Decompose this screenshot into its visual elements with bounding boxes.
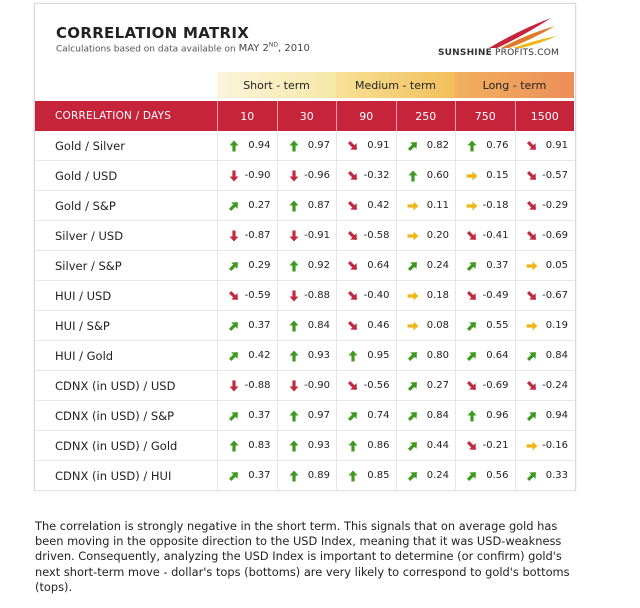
arrow-up-right-icon xyxy=(407,470,419,482)
correlation-cell xyxy=(396,371,456,400)
correlation-value: 0.05 xyxy=(545,260,568,271)
matrix-rows xyxy=(35,131,574,491)
arrow-up-right-icon xyxy=(228,320,240,332)
arrow-down-right-icon xyxy=(228,290,240,302)
header-day-90: 90 xyxy=(336,101,396,131)
correlation-cell xyxy=(277,401,337,430)
correlation-cell xyxy=(515,371,575,400)
arrow-down-right-icon xyxy=(347,260,359,272)
correlation-cell xyxy=(217,431,277,460)
matrix-title: CORRELATION MATRIX xyxy=(56,24,250,42)
correlation-value: 0.46 xyxy=(367,320,390,331)
correlation-cell xyxy=(277,311,337,340)
arrow-up-right-icon xyxy=(526,470,538,482)
correlation-value: 0.97 xyxy=(307,410,330,421)
correlation-cell xyxy=(217,281,277,310)
correlation-value: 0.37 xyxy=(248,320,271,331)
row-label: Gold / USD xyxy=(55,168,118,183)
correlation-value: -0.56 xyxy=(363,380,390,391)
header-day-10: 10 xyxy=(217,101,277,131)
correlation-cell xyxy=(336,401,396,430)
row-label: HUI / S&P xyxy=(55,318,110,333)
table-row xyxy=(35,461,574,491)
arrow-up-right-icon xyxy=(407,380,419,392)
correlation-value: -0.67 xyxy=(542,290,568,301)
arrow-up-right-icon xyxy=(466,260,478,272)
correlation-value: 0.37 xyxy=(248,410,271,421)
arrow-up-right-icon xyxy=(526,350,538,362)
arrow-up-icon xyxy=(347,350,359,362)
arrow-up-icon xyxy=(288,350,300,362)
correlation-value: -0.21 xyxy=(482,440,509,451)
correlation-value: -0.58 xyxy=(363,230,390,241)
correlation-value: 0.87 xyxy=(307,200,330,211)
correlation-cell xyxy=(217,161,277,190)
arrow-up-right-icon xyxy=(347,410,359,422)
correlation-cell xyxy=(277,251,337,280)
correlation-value: 0.37 xyxy=(248,470,271,481)
arrow-down-right-icon xyxy=(347,140,359,152)
correlation-value: 0.84 xyxy=(426,410,449,421)
correlation-value: 0.97 xyxy=(307,140,330,151)
correlation-cell xyxy=(336,341,396,370)
correlation-cell xyxy=(277,281,337,310)
arrow-up-right-icon xyxy=(228,350,240,362)
correlation-value: -0.88 xyxy=(304,290,330,301)
correlation-value: -0.49 xyxy=(482,290,509,301)
arrow-up-right-icon xyxy=(407,410,419,422)
correlation-cell xyxy=(396,221,456,250)
row-label: Silver / S&P xyxy=(55,258,122,273)
arrow-up-icon xyxy=(288,470,300,482)
matrix-subtitle xyxy=(56,42,310,54)
correlation-cell xyxy=(336,281,396,310)
arrow-right-icon xyxy=(407,290,419,302)
correlation-value: -0.69 xyxy=(542,230,568,241)
correlation-value: -0.69 xyxy=(482,380,509,391)
correlation-value: -0.24 xyxy=(542,380,568,391)
arrow-up-right-icon xyxy=(407,140,419,152)
arrow-up-icon xyxy=(466,410,478,422)
arrow-down-right-icon xyxy=(466,230,478,242)
arrow-down-icon xyxy=(288,230,300,242)
correlation-value: 0.96 xyxy=(486,410,509,421)
table-row xyxy=(35,401,574,431)
arrow-down-right-icon xyxy=(466,290,478,302)
correlation-cell xyxy=(277,161,337,190)
correlation-value: 0.80 xyxy=(426,350,449,361)
correlation-value: 0.24 xyxy=(426,470,449,481)
correlation-cell xyxy=(277,461,337,490)
correlation-value: 0.27 xyxy=(426,380,449,391)
arrow-down-right-icon xyxy=(526,380,538,392)
correlation-cell xyxy=(515,191,575,220)
correlation-cell xyxy=(277,431,337,460)
arrow-down-right-icon xyxy=(526,230,538,242)
correlation-matrix-card xyxy=(34,3,576,491)
correlation-cell xyxy=(515,401,575,430)
table-row xyxy=(35,371,574,401)
correlation-cell xyxy=(515,161,575,190)
correlation-cell xyxy=(217,221,277,250)
correlation-cell xyxy=(515,281,575,310)
correlation-value: -0.96 xyxy=(304,170,330,181)
arrow-up-right-icon xyxy=(228,470,240,482)
logo-swoosh-icon xyxy=(439,16,559,50)
correlation-value: -0.29 xyxy=(542,200,568,211)
correlation-cell xyxy=(455,221,515,250)
arrow-up-icon xyxy=(288,260,300,272)
correlation-value: -0.87 xyxy=(244,230,271,241)
arrow-up-icon xyxy=(347,470,359,482)
header-day-250: 250 xyxy=(396,101,456,131)
arrow-down-icon xyxy=(228,230,240,242)
correlation-cell xyxy=(455,311,515,340)
correlation-value: -0.91 xyxy=(304,230,330,241)
correlation-cell xyxy=(336,161,396,190)
correlation-value: -0.90 xyxy=(244,170,271,181)
correlation-cell xyxy=(515,221,575,250)
correlation-value: 0.93 xyxy=(307,440,330,451)
correlation-cell xyxy=(336,371,396,400)
row-label: HUI / Gold xyxy=(55,348,114,363)
correlation-value: 0.24 xyxy=(426,260,449,271)
correlation-value: 0.27 xyxy=(248,200,271,211)
correlation-value: 0.94 xyxy=(545,410,568,421)
arrow-down-icon xyxy=(228,380,240,392)
arrow-down-right-icon xyxy=(347,380,359,392)
correlation-value: 0.89 xyxy=(307,470,330,481)
correlation-cell xyxy=(455,431,515,460)
header-day-1500: 1500 xyxy=(515,101,575,131)
band-long-term: Long - term xyxy=(455,72,574,98)
arrow-down-right-icon xyxy=(347,320,359,332)
arrow-right-icon xyxy=(526,320,538,332)
correlation-cell xyxy=(277,191,337,220)
correlation-cell xyxy=(217,251,277,280)
table-row xyxy=(35,131,574,161)
correlation-value: 0.33 xyxy=(545,470,568,481)
row-label: HUI / USD xyxy=(55,288,112,303)
correlation-value: 0.82 xyxy=(426,140,449,151)
correlation-value: -0.18 xyxy=(482,200,509,211)
correlation-cell xyxy=(515,251,575,280)
arrow-right-icon xyxy=(526,440,538,452)
arrow-down-icon xyxy=(228,170,240,182)
table-row xyxy=(35,341,574,371)
arrow-up-right-icon xyxy=(466,470,478,482)
correlation-cell xyxy=(455,371,515,400)
arrow-down-right-icon xyxy=(526,200,538,212)
correlation-cell xyxy=(336,461,396,490)
correlation-value: 0.93 xyxy=(307,350,330,361)
correlation-cell xyxy=(515,431,575,460)
correlation-value: 0.94 xyxy=(248,140,271,151)
arrow-down-icon xyxy=(288,380,300,392)
arrow-up-icon xyxy=(228,440,240,452)
subtitle-text: Calculations based on data available on xyxy=(56,44,236,55)
correlation-value: -0.57 xyxy=(542,170,568,181)
correlation-value: 0.83 xyxy=(248,440,271,451)
row-label: CDNX (in USD) / S&P xyxy=(55,408,175,423)
correlation-cell xyxy=(455,251,515,280)
table-row xyxy=(35,251,574,281)
table-row xyxy=(35,221,574,251)
arrow-down-right-icon xyxy=(347,200,359,212)
row-label: Gold / Silver xyxy=(55,138,125,153)
table-row xyxy=(35,281,574,311)
correlation-value: 0.15 xyxy=(486,170,509,181)
arrow-down-right-icon xyxy=(347,230,359,242)
arrow-down-right-icon xyxy=(347,170,359,182)
correlation-value: -0.90 xyxy=(304,380,330,391)
row-label: CDNX (in USD) / HUI xyxy=(55,468,172,483)
arrow-right-icon xyxy=(407,200,419,212)
arrow-right-icon xyxy=(407,320,419,332)
date-suffix: ND xyxy=(268,42,279,49)
arrow-down-right-icon xyxy=(526,290,538,302)
arrow-up-right-icon xyxy=(466,350,478,362)
correlation-cell xyxy=(277,131,337,160)
correlation-value: 0.76 xyxy=(486,140,509,151)
correlation-value: 0.11 xyxy=(426,200,449,211)
table-row xyxy=(35,161,574,191)
correlation-cell xyxy=(396,161,456,190)
row-label: CDNX (in USD) / USD xyxy=(55,378,176,393)
correlation-cell xyxy=(396,191,456,220)
header-day-750: 750 xyxy=(455,101,515,131)
header-day-30: 30 xyxy=(277,101,337,131)
correlation-value: 0.64 xyxy=(486,350,509,361)
correlation-value: 0.84 xyxy=(545,350,568,361)
date-month-day: MAY 2 xyxy=(238,43,269,55)
correlation-value: 0.92 xyxy=(307,260,330,271)
correlation-value: 0.29 xyxy=(248,260,271,271)
arrow-down-right-icon xyxy=(526,140,538,152)
arrow-right-icon xyxy=(466,170,478,182)
correlation-value: -0.88 xyxy=(244,380,271,391)
correlation-cell xyxy=(396,281,456,310)
arrow-up-icon xyxy=(347,440,359,452)
correlation-cell xyxy=(455,131,515,160)
correlation-value: -0.32 xyxy=(363,170,390,181)
correlation-cell xyxy=(217,311,277,340)
correlation-value: 0.64 xyxy=(367,260,390,271)
correlation-value: 0.56 xyxy=(486,470,509,481)
correlation-cell xyxy=(217,341,277,370)
term-bands xyxy=(217,72,574,98)
correlation-value: 0.86 xyxy=(367,440,390,451)
correlation-cell xyxy=(396,341,456,370)
correlation-cell xyxy=(336,221,396,250)
correlation-cell xyxy=(396,401,456,430)
arrow-right-icon xyxy=(407,230,419,242)
correlation-value: 0.85 xyxy=(367,470,390,481)
row-label: CDNX (in USD) / Gold xyxy=(55,438,178,453)
correlation-cell xyxy=(396,251,456,280)
arrow-up-right-icon xyxy=(407,440,419,452)
correlation-value: 0.37 xyxy=(486,260,509,271)
correlation-value: 0.91 xyxy=(545,140,568,151)
arrow-up-icon xyxy=(407,170,419,182)
correlation-value: 0.18 xyxy=(426,290,449,301)
table-row xyxy=(35,431,574,461)
arrow-up-icon xyxy=(288,140,300,152)
correlation-cell xyxy=(336,131,396,160)
arrow-down-icon xyxy=(288,170,300,182)
correlation-cell xyxy=(515,131,575,160)
correlation-cell xyxy=(396,461,456,490)
arrow-down-right-icon xyxy=(466,440,478,452)
arrow-right-icon xyxy=(526,260,538,272)
caption-text: The correlation is strongly negative in the short term. This signals that on average gold has been moving in the opposite direction to the USD Index, meaning that it was USD-weakness driven. Consequently, analyzing the USD Index is important to determine (or confirm) gold's next short-term move - dollar's tops (bottoms) are very likely to correspond to gold's bottoms (tops). xyxy=(35,519,570,594)
correlation-value: 0.60 xyxy=(426,170,449,181)
correlation-cell xyxy=(515,461,575,490)
correlation-value: 0.84 xyxy=(307,320,330,331)
correlation-value: -0.40 xyxy=(363,290,390,301)
correlation-value: 0.08 xyxy=(426,320,449,331)
correlation-cell xyxy=(455,461,515,490)
correlation-value: 0.44 xyxy=(426,440,449,451)
correlation-cell xyxy=(277,221,337,250)
correlation-cell xyxy=(336,191,396,220)
correlation-value: 0.20 xyxy=(426,230,449,241)
correlation-value: 0.91 xyxy=(367,140,390,151)
arrow-down-right-icon xyxy=(347,290,359,302)
correlation-cell xyxy=(455,341,515,370)
correlation-cell xyxy=(277,341,337,370)
correlation-value: 0.42 xyxy=(367,200,390,211)
arrow-down-right-icon xyxy=(526,170,538,182)
arrow-up-right-icon xyxy=(407,350,419,362)
correlation-value: 0.19 xyxy=(545,320,568,331)
subtitle-date xyxy=(239,43,310,54)
arrow-down-icon xyxy=(288,290,300,302)
logo-wordmark xyxy=(438,48,559,58)
correlation-cell xyxy=(336,431,396,460)
correlation-cell xyxy=(336,311,396,340)
correlation-cell xyxy=(455,281,515,310)
arrow-up-right-icon xyxy=(407,260,419,272)
arrow-up-right-icon xyxy=(228,200,240,212)
correlation-cell xyxy=(455,161,515,190)
sunshine-profits-logo xyxy=(439,16,559,64)
arrow-up-right-icon xyxy=(466,320,478,332)
correlation-cell xyxy=(455,191,515,220)
correlation-cell xyxy=(336,251,396,280)
correlation-cell xyxy=(396,131,456,160)
correlation-cell xyxy=(396,431,456,460)
correlation-value: 0.95 xyxy=(367,350,390,361)
correlation-value: 0.55 xyxy=(486,320,509,331)
correlation-value: 0.74 xyxy=(367,410,390,421)
arrow-up-right-icon xyxy=(228,410,240,422)
correlation-cell xyxy=(515,341,575,370)
correlation-cell xyxy=(515,311,575,340)
correlation-cell xyxy=(455,401,515,430)
correlation-cell xyxy=(217,461,277,490)
arrow-up-icon xyxy=(288,440,300,452)
matrix-header-row xyxy=(35,101,574,131)
header-label: CORRELATION / DAYS xyxy=(55,110,172,122)
correlation-value: 0.42 xyxy=(248,350,271,361)
arrow-up-icon xyxy=(288,200,300,212)
logo-thin-text: PROFITS.COM xyxy=(491,48,559,58)
correlation-cell xyxy=(217,131,277,160)
correlation-value: -0.41 xyxy=(482,230,509,241)
correlation-cell xyxy=(217,191,277,220)
band-medium-term: Medium - term xyxy=(336,72,455,98)
arrow-up-icon xyxy=(288,410,300,422)
arrow-right-icon xyxy=(466,200,478,212)
correlation-cell xyxy=(396,311,456,340)
date-year: , 2010 xyxy=(278,43,310,55)
band-short-term: Short - term xyxy=(217,72,336,98)
table-row xyxy=(35,311,574,341)
correlation-cell xyxy=(217,401,277,430)
row-label: Silver / USD xyxy=(55,228,124,243)
correlation-value: -0.59 xyxy=(244,290,271,301)
row-label: Gold / S&P xyxy=(55,198,116,213)
correlation-cell xyxy=(217,371,277,400)
table-row xyxy=(35,191,574,221)
logo-bold-text: SUNSHINE xyxy=(437,48,492,58)
arrow-up-icon xyxy=(288,320,300,332)
arrow-up-right-icon xyxy=(526,410,538,422)
arrow-up-icon xyxy=(228,140,240,152)
correlation-value: -0.16 xyxy=(542,440,568,451)
arrow-up-icon xyxy=(466,140,478,152)
arrow-up-right-icon xyxy=(228,260,240,272)
correlation-cell xyxy=(277,371,337,400)
arrow-down-right-icon xyxy=(466,380,478,392)
